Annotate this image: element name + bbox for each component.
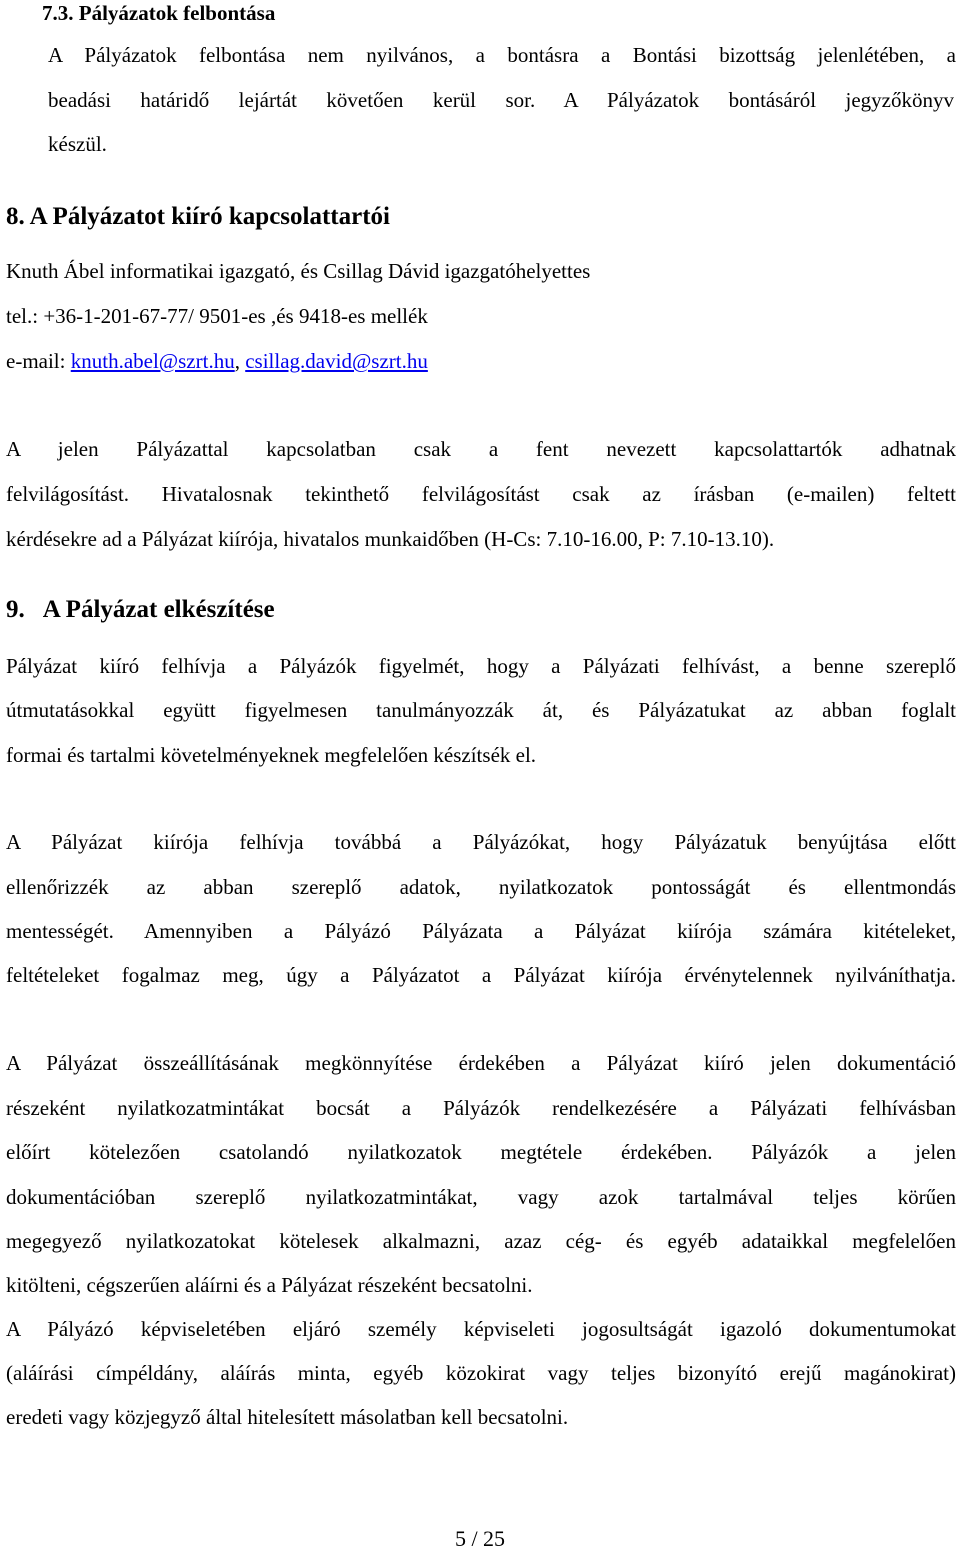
info-line-3: kérdésekre ad a Pályázat kiírója, hivatalos munkaidőben (H-Cs: 7.10-16.00, P: 7.10-13.10).: [6, 527, 775, 551]
paragraph-2-line-4: feltételeket fogalmaz meg, úgy a Pályázatot a Pályázat kiírója érvénytelennek nyilváníthatja.: [6, 963, 956, 987]
paragraph-2-line-2: ellenőrizzék az abban szereplő adatok, nyilatkozatok pontosságát és ellentmondás: [6, 875, 956, 899]
paragraph-4-line-3: eredeti vagy közjegyző által hitelesített másolatban kell becsatolni.: [6, 1405, 569, 1429]
paragraph-3-line-2: részeként nyilatkozatmintákat bocsát a Pályázók rendelkezésére a Pályázati felhívásban: [6, 1096, 956, 1120]
paragraph-3-line-1: A Pályázat összeállításának megkönnyítése érdekében a Pályázat kiíró jelen dokumentáció: [6, 1051, 956, 1075]
paragraph-3-line-3: előírt kötelezően csatolandó nyilatkozatok megtétele érdekében. Pályázók a jelen: [6, 1140, 956, 1164]
paragraph-4-line-1: A Pályázó képviseletében eljáró személy képviseleti jogosultságát igazoló dokumentumokat: [6, 1317, 956, 1341]
email-link-csillag[interactable]: csillag.david@szrt.hu: [245, 349, 428, 373]
tel-line: tel.: +36-1-201-67-77/ 9501-es ,és 9418-es mellék: [6, 304, 428, 328]
email-link-knuth[interactable]: knuth.abel@szrt.hu: [70, 349, 235, 373]
page-number: 5 / 25: [454, 1526, 506, 1551]
paragraph-2-line-3: mentességét. Amennyiben a Pályázó Pályázata a Pályázat kiírója számára kitételeket,: [6, 919, 956, 943]
info-line-1: A jelen Pályázattal kapcsolatban csak a fent nevezett kapcsolattartók adhatnak: [6, 437, 956, 461]
section-9-heading: [6, 595, 275, 625]
email-line: [6, 348, 428, 374]
info-line-2: felvilágosítást. Hivatalosnak tekinthető felvilágosítást csak az írásban (e-mailen) feltett: [6, 482, 956, 506]
paragraph-1-line-2: útmutatásokkal együtt figyelmesen tanulmányozzák át, és Pályázatukat az abban foglalt: [6, 698, 956, 722]
section-7-3-line-1: A Pályázatok felbontása nem nyilvános, a bontásra a Bontási bizottság jelenlétében, a: [48, 43, 956, 67]
email-label: e-mail:: [6, 349, 71, 373]
section-8-heading: 8. A Pályázatot kiíró kapcsolattartói: [6, 203, 390, 230]
paragraph-2-line-1: A Pályázat kiírója felhívja továbbá a Pályázókat, hogy Pályázatuk benyújtása előtt: [6, 830, 956, 854]
paragraph-3-line-6: kitölteni, cégszerűen aláírni és a Pályázat részeként becsatolni.: [6, 1273, 533, 1297]
section-7-3-line-2: beadási határidő lejártát követően kerül sor. A Pályázatok bontásáról jegyzőkönyv: [48, 88, 954, 112]
email-separator: ,: [234, 349, 246, 373]
paragraph-4-line-2: (aláírási címpéldány, aláírás minta, egyéb közokirat vagy teljes bizonyító erejű magánokirat): [6, 1361, 956, 1385]
paragraph-3-line-5: megegyező nyilatkozatokat kötelesek alkalmazni, azaz cég- és egyéb adataikkal megfelelően: [6, 1229, 956, 1253]
paragraph-3-line-4: dokumentációban szereplő nyilatkozatmintákat, vagy azok tartalmával teljes körűen: [6, 1185, 956, 1209]
contacts-line: Knuth Ábel informatikai igazgató, és Csillag Dávid igazgatóhelyettes: [6, 259, 591, 283]
section-7-3-heading: 7.3. Pályázatok felbontása: [42, 1, 276, 25]
section-7-3-line-3: készül.: [48, 132, 107, 156]
paragraph-1-line-1: Pályázat kiíró felhívja a Pályázók figyelmét, hogy a Pályázati felhívást, a benne szereplő: [6, 654, 956, 678]
section-9-number: 9.: [6, 596, 25, 623]
paragraph-1-line-3: formai és tartalmi követelményeknek megfelelően készítsék el.: [6, 743, 537, 767]
section-9-title: A Pályázat elkészítése: [42, 596, 275, 623]
